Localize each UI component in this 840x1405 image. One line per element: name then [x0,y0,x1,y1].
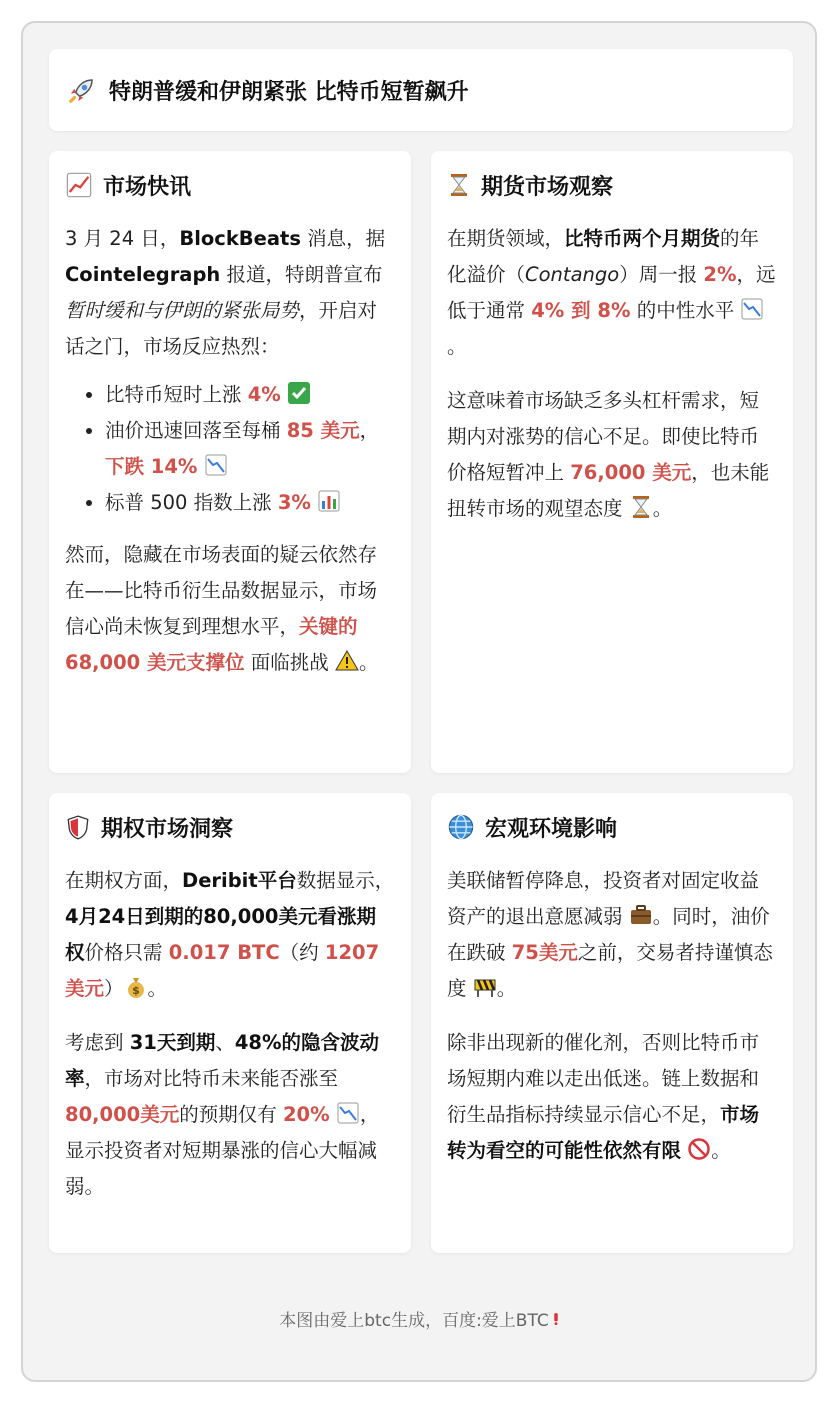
chart-down-icon [336,1101,360,1125]
bar-chart-icon [317,489,341,513]
market-news-title: 市场快讯 [103,174,192,200]
prohibited-icon [687,1137,711,1161]
macro-para-2: 除非出现新的催化剂，否则比特币市场短期内难以走出低迷。链上数据和衍生品指标持续显示信心不足，市场转为看空的可能性依然有限 。 [447,1031,760,1162]
hourglass-icon [447,171,471,199]
shield-icon [65,813,91,841]
chart-down-icon [204,453,228,477]
exclamation-icon [549,1308,563,1330]
futures-heading [447,169,777,201]
macro-heading [447,811,777,843]
market-news-list [65,377,395,521]
macro-para-1: 美联储暂停降息，投资者对固定收益资产的退出意愿减弱 。同时，油价在跌破 75美元之前，交易者持谨慎态度 。 [447,869,773,1000]
options-heading [65,811,395,843]
market-news-warning: 然而，隐藏在市场表面的疑云依然存在——比特币衍生品数据显示，市场信心尚未恢复到理想水平，关键的 68,000 美元支撑位 面临挑战 。 [65,543,379,674]
money-bag-icon [124,975,148,999]
futures-para-2: 这意味着市场缺乏多头杠杆需求，短期内对涨势的信心不足。即使比特币价格短暂冲上 76,000 美元，也未能扭转市场的观望态度 。 [447,389,770,520]
briefcase-icon [629,903,653,927]
futures-title: 期货市场观察 [481,174,614,200]
infographic-frame [21,21,817,1382]
options-card [49,793,411,1253]
futures-para-1: 在期货领域，比特币两个月期货的年化溢价（Contango）周一报 2%，远低于通常 4% 到 8% 的中性水平 。 [447,227,776,358]
rocket-icon [67,75,97,105]
chart-up-icon [65,171,93,199]
page-title: 特朗普缓和伊朗紧张 比特币短暂飙升 [109,79,469,105]
globe-icon [447,813,475,841]
header-card [49,49,793,131]
options-para-1: 在期权方面，Deribit平台数据显示，4月24日到期的80,000美元看涨期权价格只需 0.017 BTC（约 1207美元） $ 。 [65,869,395,1000]
market-news-heading [65,169,395,201]
construction-barrier-icon [473,975,497,999]
macro-card [431,793,793,1253]
chart-down-icon [740,297,764,321]
market-news-intro: 3 月 24 日，BlockBeats 消息，据 Cointelegraph 报道，特朗普宣布暂时缓和与伊朗的紧张局势，开启对话之门，市场反应热烈： [65,227,386,358]
list-item: • 油价迅速回落至每桶 85 美元，下跌 14% [105,413,395,485]
list-item: • 标普 500 指数上涨 3% [105,485,395,521]
list-item: • 比特币短时上涨 4% [105,377,395,413]
options-title: 期权市场洞察 [101,816,234,842]
check-mark-icon [287,381,311,405]
market-news-card [49,151,411,773]
hourglass-icon [629,495,653,519]
footer-note: 本图由爱上btc生成，百度:爱上BTC [23,1306,819,1331]
macro-title: 宏观环境影响 [485,816,618,842]
svg-text:$: $ [131,984,140,997]
futures-card [431,151,793,773]
options-para-2: 考虑到 31天到期、48%的隐含波动率，市场对比特币未来能否涨至 80,000美元的预期仅有 20% ，显示投资者对短期暴涨的信心大幅减弱。 [65,1031,380,1198]
warning-icon [335,649,359,673]
